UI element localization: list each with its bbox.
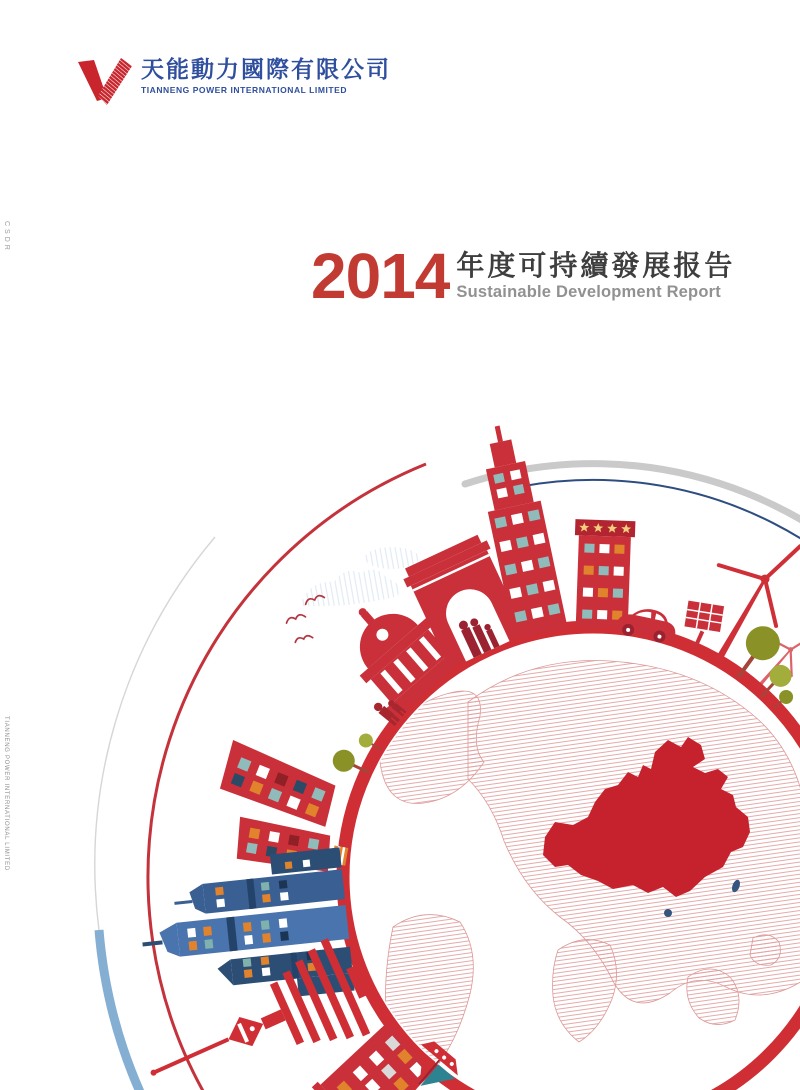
report-title-zh: 年度可持續發展报告 [456,250,736,281]
report-year: 2014 [311,240,450,312]
company-name-zh: 天能動力國際有限公司 [141,56,391,82]
arc-lightblue-bottom [99,930,146,1090]
arc-gray-left [95,537,215,930]
tilted-tower-a [211,738,347,832]
report-title-en: Sustainable Development Report [456,283,721,302]
blue-towers [135,847,355,1012]
company-name-en: TIANNENG POWER INTERNATIONAL LIMITED [141,85,348,96]
star-building [572,519,636,629]
map-island [750,935,780,965]
spine-text-top: CSDR [3,221,10,253]
island-hainan [664,909,672,917]
spine-text-bottom: TIANNENG POWER INTERNATIONAL LIMITED [3,716,9,871]
cloud-shapes [300,547,419,606]
